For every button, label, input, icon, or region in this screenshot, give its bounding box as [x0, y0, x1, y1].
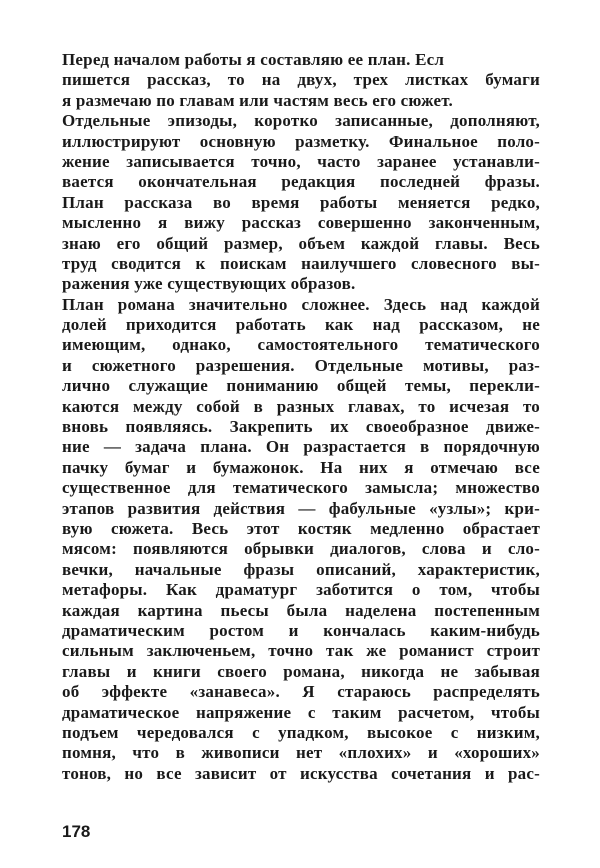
text-line: сильным заключеньем, точно так же романист строит [62, 641, 540, 661]
text-line: вечки, начальные фразы описаний, характеристик, [62, 559, 540, 579]
text-line: существенное для тематического замысла; множество [62, 478, 540, 498]
text-line: Перед началом работы я составляю ее план. Есл [62, 50, 445, 69]
text-line: помня, что в живописи нет «плохих» и «хороших» [62, 743, 540, 763]
text-line: об эффекте «занавеса». Я стараюсь распределять [62, 682, 540, 702]
text-line: мясом: появляются обрывки диалогов, слова и сло- [62, 539, 540, 559]
text-line: лично служащие пониманию общей темы, перекли- [62, 376, 540, 396]
text-line: пишется рассказ, то на двух, трех листках бумаги [62, 70, 540, 90]
text-line: План романа значительно сложнее. Здесь над каждой [62, 294, 540, 314]
text-line: План рассказа во время работы меняется редко, [62, 192, 540, 212]
text-line: этапов развития действия — фабульные «узлы»; кри- [62, 498, 540, 518]
text-line: мысленно я вижу рассказ совершенно законченным, [62, 213, 540, 233]
text-line: имеющим, однако, самостоятельного тематического [62, 335, 540, 355]
text-line: драматическое напряжение с таким расчетом, чтобы [62, 702, 540, 722]
text-line: метафоры. Как драматург заботится о том, чтобы [62, 580, 540, 600]
text-line: драматическим ростом и кончалась каким-нибудь [62, 620, 540, 640]
text-line: подъем чередовался с упадком, высокое с низким, [62, 722, 540, 742]
text-line: я размечаю по главам или частям весь его сюжет. [62, 90, 453, 110]
text-line: главы и книги своего романа, никогда не забывая [62, 661, 540, 681]
text-line: ние — задача плана. Он разрастается в порядочную [62, 437, 540, 457]
text-line: иллюстрируют основную разметку. Финальное поло- [62, 131, 540, 151]
text-line: Отдельные эпизоды, коротко записанные, дополняют, [62, 111, 540, 131]
text-line: ражения уже существующих образов. [62, 274, 356, 294]
page-text [62, 50, 540, 784]
text-line: долей приходится работать как над рассказом, не [62, 315, 540, 335]
text-line: тонов, но все зависит от искусства сочетания и рас- [62, 763, 540, 783]
text-line: и сюжетного разрешения. Отдельные мотивы, раз- [62, 355, 540, 375]
text-line: вается окончательная редакция последней фразы. [62, 172, 540, 192]
text-line: вновь появляясь. Закрепить их своеобразное движе- [62, 417, 540, 437]
text-line: каждая картина пьесы была наделена постепенным [62, 600, 540, 620]
text-line: пачку бумаг и бумажонок. На них я отмечаю все [62, 457, 540, 477]
text-line: жение записывается точно, часто заранее устанавли- [62, 151, 540, 171]
text-line: знаю его общий размер, объем каждой главы. Весь [62, 233, 540, 253]
text-line: труд сводится к поискам наилучшего словесного вы- [62, 253, 540, 273]
text-line: вую сюжета. Весь этот костяк медленно обрастает [62, 518, 540, 538]
text-line: каются между собой в разных главах, то исчезая то [62, 396, 540, 416]
page-number: 178 [62, 822, 91, 841]
